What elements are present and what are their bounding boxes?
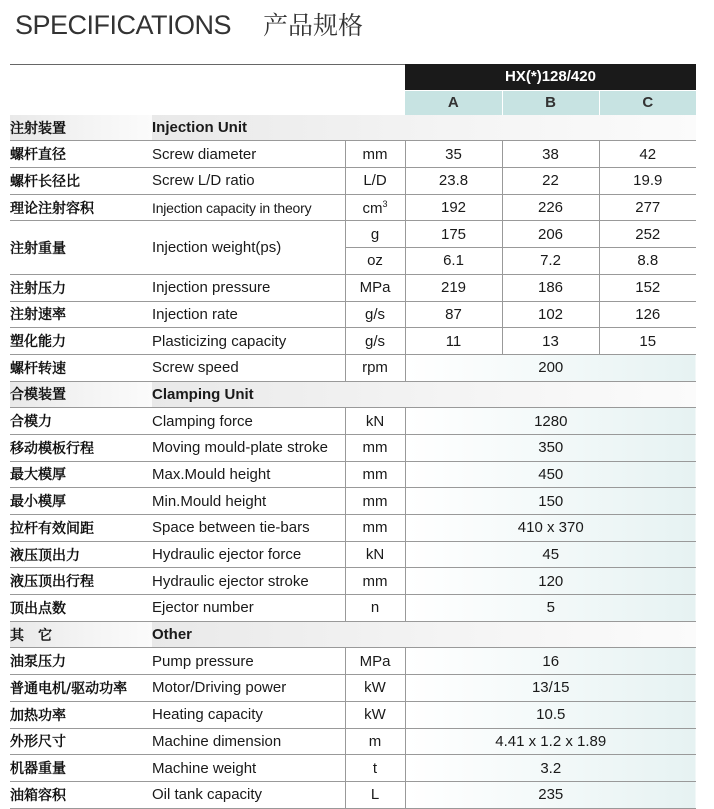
row-unit: $cm^3$ — [345, 194, 405, 221]
clamping-rows — [10, 408, 696, 622]
section-injection — [10, 115, 696, 141]
table-row — [10, 488, 696, 515]
row-unit: mm — [345, 461, 405, 488]
row-unit: kN — [345, 408, 405, 435]
table-row — [10, 675, 696, 702]
value-c: 126 — [599, 301, 696, 328]
other-rows — [10, 648, 696, 808]
row-unit: kW — [345, 675, 405, 702]
row-unit: t — [345, 755, 405, 782]
value-a: 192 — [405, 194, 502, 221]
row-label-zh: 普通电机/驱动功率 — [10, 675, 152, 702]
value-c: 15 — [599, 328, 696, 355]
value-b: 186 — [502, 274, 599, 301]
row-label-zh: 加热功率 — [10, 701, 152, 728]
row-unit: m — [345, 728, 405, 755]
value-b: 102 — [502, 301, 599, 328]
value-b: 7.2 — [502, 248, 599, 275]
row-label-en: Heating capacity — [152, 701, 345, 728]
row-unit: mm — [345, 515, 405, 542]
table-row — [10, 354, 696, 381]
table-row — [10, 168, 696, 195]
row-label-zh: 理论注射容积 — [10, 194, 152, 221]
value-b: 13 — [502, 328, 599, 355]
row-unit: g/s — [345, 301, 405, 328]
table-row — [10, 461, 696, 488]
table-row — [10, 541, 696, 568]
table-row — [10, 701, 696, 728]
page-title — [15, 6, 363, 46]
row-label-zh: 合模力 — [10, 408, 152, 435]
value-c: 152 — [599, 274, 696, 301]
section-label-en: Injection Unit — [152, 115, 696, 141]
row-label-en: Injection pressure — [152, 274, 345, 301]
title-chinese: 产品规格 — [263, 11, 364, 40]
value-b: 226 — [502, 194, 599, 221]
row-label-en: Oil tank capacity — [152, 781, 345, 808]
row-label-zh: 机器重量 — [10, 755, 152, 782]
value-b: 206 — [502, 221, 599, 248]
value-a: 219 — [405, 274, 502, 301]
row-label-zh: 螺杆长径比 — [10, 168, 152, 195]
table-row — [10, 515, 696, 542]
value-all: 350 — [405, 434, 696, 461]
row-label-zh: 注射重量 — [10, 221, 152, 274]
row-unit: n — [345, 595, 405, 622]
table-row — [10, 141, 696, 168]
model-name: HX(*)128/420 — [405, 64, 696, 90]
row-label-en: Space between tie-bars — [152, 515, 345, 542]
table-row — [10, 755, 696, 782]
row-label-en: Machine dimension — [152, 728, 345, 755]
row-label-en: Min.Mould height — [152, 488, 345, 515]
row-label-en: Hydraulic ejector force — [152, 541, 345, 568]
variant-header-row — [10, 90, 696, 115]
section-other — [10, 621, 696, 648]
row-unit: rpm — [345, 354, 405, 381]
value-b: 38 — [502, 141, 599, 168]
value-all: 13/15 — [405, 675, 696, 702]
variant-b: B — [502, 90, 599, 115]
value-c: 42 — [599, 141, 696, 168]
section-clamping — [10, 381, 696, 408]
row-label-en: Machine weight — [152, 755, 345, 782]
value-all: 150 — [405, 488, 696, 515]
row-label-en: Pump pressure — [152, 648, 345, 675]
row-label-zh: 最大模厚 — [10, 461, 152, 488]
value-all: 3.2 — [405, 755, 696, 782]
table-row — [10, 568, 696, 595]
row-label-zh: 移动模板行程 — [10, 434, 152, 461]
table-row — [10, 595, 696, 622]
section-label-en: Other — [152, 621, 696, 648]
variant-a: A — [405, 90, 502, 115]
row-label-en: Injection weight(ps) — [152, 221, 345, 274]
row-label-zh: 螺杆转速 — [10, 354, 152, 381]
table-row — [10, 781, 696, 808]
row-label-en: Screw diameter — [152, 141, 345, 168]
table-row — [10, 221, 696, 248]
value-all: 120 — [405, 568, 696, 595]
row-unit: oz — [345, 248, 405, 275]
variant-c: C — [599, 90, 696, 115]
row-label-en: Hydraulic ejector stroke — [152, 568, 345, 595]
row-unit: mm — [345, 568, 405, 595]
row-label-en: Injection rate — [152, 301, 345, 328]
value-c: 252 — [599, 221, 696, 248]
row-label-en: Clamping force — [152, 408, 345, 435]
section-label-en: Clamping Unit — [152, 381, 696, 408]
row-label-zh: 顶出点数 — [10, 595, 152, 622]
row-unit: MPa — [345, 274, 405, 301]
value-a: 6.1 — [405, 248, 502, 275]
row-label-zh: 注射速率 — [10, 301, 152, 328]
row-label-en: Ejector number — [152, 595, 345, 622]
table-row — [10, 274, 696, 301]
value-a: 11 — [405, 328, 502, 355]
row-label-zh: 油箱容积 — [10, 781, 152, 808]
row-label-zh: 螺杆直径 — [10, 141, 152, 168]
row-label-en: Screw L/D ratio — [152, 168, 345, 195]
value-all: 5 — [405, 595, 696, 622]
row-unit: L — [345, 781, 405, 808]
table-row — [10, 648, 696, 675]
row-label-zh: 液压顶出行程 — [10, 568, 152, 595]
row-unit: mm — [345, 141, 405, 168]
section-label-zh: 其 它 — [10, 621, 152, 648]
row-label-en: Motor/Driving power — [152, 675, 345, 702]
model-header-row — [10, 64, 696, 90]
value-all: 1280 — [405, 408, 696, 435]
row-label-en: Moving mould-plate stroke — [152, 434, 345, 461]
row-unit: kW — [345, 701, 405, 728]
row-unit: g/s — [345, 328, 405, 355]
value-a: 35 — [405, 141, 502, 168]
table-row — [10, 434, 696, 461]
value-all: 235 — [405, 781, 696, 808]
value-all: 10.5 — [405, 701, 696, 728]
table-row — [10, 301, 696, 328]
value-all: 16 — [405, 648, 696, 675]
value-c: 19.9 — [599, 168, 696, 195]
value-a: 175 — [405, 221, 502, 248]
value-all: 4.41 x 1.2 x 1.89 — [405, 728, 696, 755]
row-label-zh: 油泵压力 — [10, 648, 152, 675]
row-label-zh: 液压顶出力 — [10, 541, 152, 568]
row-label-en: Plasticizing capacity — [152, 328, 345, 355]
row-label-zh: 外形尺寸 — [10, 728, 152, 755]
row-label-zh: 注射压力 — [10, 274, 152, 301]
row-label-zh: 最小模厚 — [10, 488, 152, 515]
table-row — [10, 728, 696, 755]
section-label-zh: 合模装置 — [10, 381, 152, 408]
table-row — [10, 328, 696, 355]
value-a: 87 — [405, 301, 502, 328]
row-unit: MPa — [345, 648, 405, 675]
table-row — [10, 408, 696, 435]
value-c: 8.8 — [599, 248, 696, 275]
row-label-en: Screw speed — [152, 354, 345, 381]
row-unit: kN — [345, 541, 405, 568]
row-label-zh: 拉杆有效间距 — [10, 515, 152, 542]
spec-table — [10, 64, 696, 809]
title-english: SPECIFICATIONS — [15, 10, 232, 40]
value-all: 200 — [405, 354, 696, 381]
value-all: 410 x 370 — [405, 515, 696, 542]
row-unit: mm — [345, 434, 405, 461]
value-all: 450 — [405, 461, 696, 488]
row-unit: g — [345, 221, 405, 248]
row-label-en: Max.Mould height — [152, 461, 345, 488]
row-unit: L/D — [345, 168, 405, 195]
value-all: 45 — [405, 541, 696, 568]
row-unit: mm — [345, 488, 405, 515]
table-row — [10, 194, 696, 221]
row-label-zh: 塑化能力 — [10, 328, 152, 355]
row-label-en: Injection capacity in theory — [152, 194, 345, 221]
section-label-zh: 注射装置 — [10, 115, 152, 141]
value-a: 23.8 — [405, 168, 502, 195]
value-c: 277 — [599, 194, 696, 221]
value-b: 22 — [502, 168, 599, 195]
